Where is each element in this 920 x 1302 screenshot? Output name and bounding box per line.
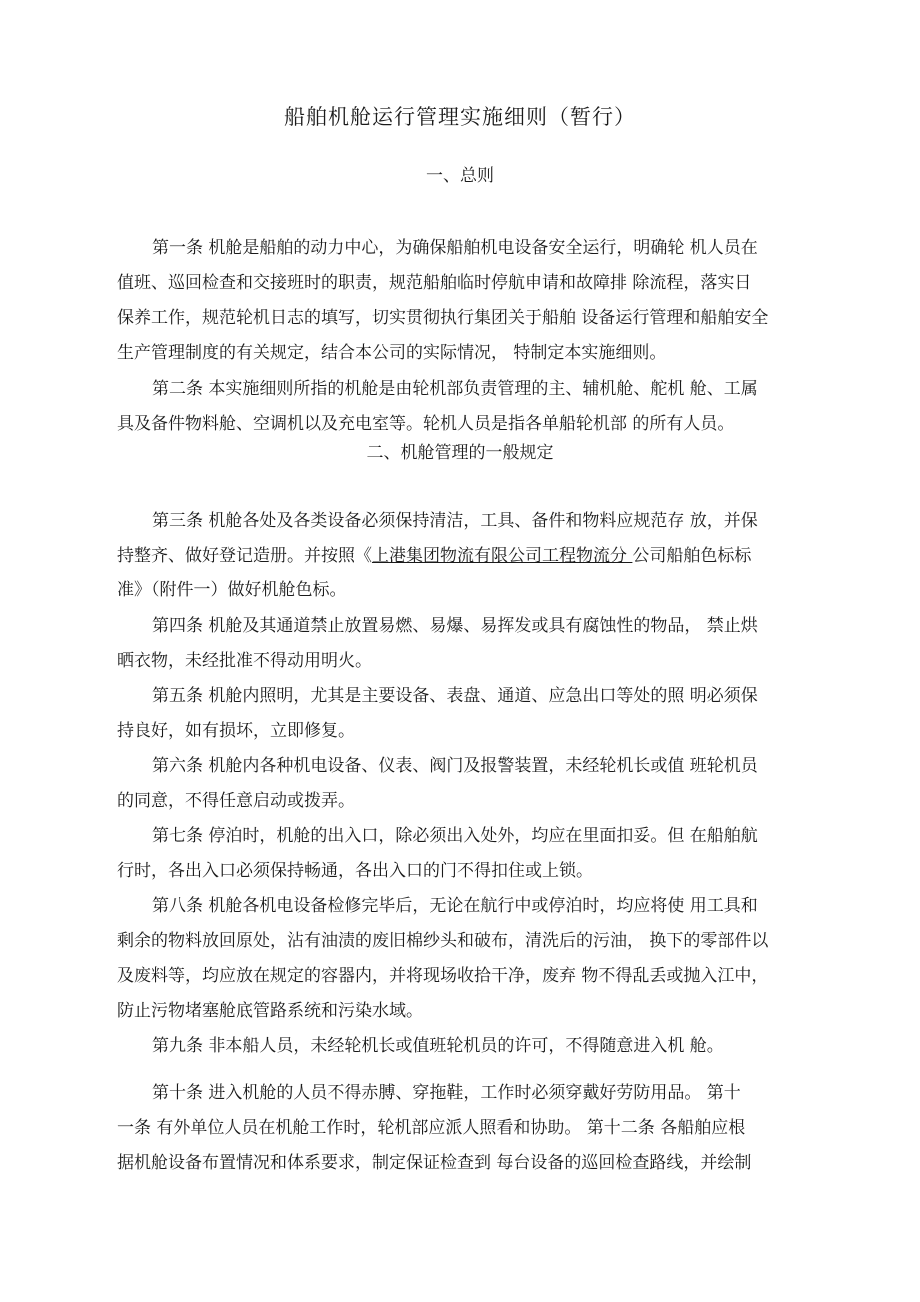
paragraph-line: 及废料等，均应放在规定的容器内，并将现场收拾干净，废弃 物不得乱丢或抛入江中，	[117, 966, 769, 986]
paragraph-line: 剩余的物料放回原处，沾有油渍的废旧棉纱头和破布，清洗后的污油， 换下的零部件以	[117, 931, 769, 951]
paragraph-line: 一条 有外单位人员在机舱工作时，轮机部应派人照看和协助。 第十二条 各船舶应根	[117, 1118, 746, 1138]
section-heading-general: 一、总则	[426, 166, 494, 186]
paragraph-line: 第四条 机舱及其通道禁止放置易燃、易爆、易挥发或具有腐蚀性的物品， 禁止烘	[152, 616, 758, 636]
paragraph-line: 第三条 机舱各处及各类设备必须保持清洁，工具、备件和物料应规范存 放，并保	[152, 511, 758, 531]
paragraph-line: 值班、巡回检查和交接班时的职责，规范船舶临时停航申请和故障排 除流程，落实日	[117, 273, 752, 293]
paragraph-line: 准》（附件一）做好机舱色标。	[117, 580, 347, 600]
paragraph-line: 第八条 机舱各机电设备检修完毕后，无论在航行中或停泊时，均应将使 用工具和	[152, 896, 758, 916]
document-title: 船舶机舱运行管理实施细则（暂行）	[284, 105, 636, 129]
paragraph-line: 第九条 非本船人员，未经轮机长或值班轮机员的许可，不得随意进入机 舱。	[152, 1036, 724, 1056]
text-run: 公司船舶色标标	[632, 546, 752, 566]
paragraph-line: 具及备件物料舱、空调机以及充电室等。轮机人员是指各单船轮机部 的所有人员。	[117, 414, 735, 434]
paragraph-line: 保养工作，规范轮机日志的填写，切实贯彻执行集团关于船舶 设备运行管理和船舶安全	[117, 308, 769, 328]
paragraph-line	[117, 544, 817, 568]
underlined-reference: 上港集团物流有限公司工程物流分	[372, 546, 633, 566]
paragraph-line: 第七条 停泊时，机舱的出入口，除必须出入处外，均应在里面扣妥。但 在船舶航	[152, 826, 758, 846]
paragraph-line: 生产管理制度的有关规定，结合本公司的实际情况， 特制定本实施细则。	[117, 343, 667, 363]
paragraph-line: 的同意，不得任意启动或拨弄。	[117, 791, 355, 811]
section-heading-general-rules: 二、机舱管理的一般规定	[366, 443, 554, 463]
paragraph-line: 持良好，如有损坏，立即修复。	[117, 721, 355, 741]
paragraph-line: 防止污物堵塞舱底管路系统和污染水域。	[117, 1001, 423, 1021]
text-run: 持整齐、做好登记造册。并按照《	[117, 546, 372, 566]
paragraph-line: 第五条 机舱内照明，尤其是主要设备、表盘、通道、应急出口等处的照 明必须保	[152, 686, 758, 706]
paragraph-line: 晒衣物，未经批准不得动用明火。	[117, 651, 372, 671]
paragraph-line: 第二条 本实施细则所指的机舱是由轮机部负责管理的主、辅机舱、舵机 舱、工属	[152, 379, 758, 399]
paragraph-line: 第一条 机舱是船舶的动力中心，为确保船舶机电设备安全运行，明确轮 机人员在	[152, 238, 758, 258]
paragraph-line: 第六条 机舱内各种机电设备、仪表、阀门及报警装置，未经轮机长或值 班轮机员	[152, 756, 758, 776]
paragraph-line: 据机舱设备布置情况和体系要求，制定保证检查到 每台设备的巡回检查路线，并绘制	[117, 1153, 752, 1173]
paragraph-line: 第十条 进入机舱的人员不得赤膊、穿拖鞋，工作时必须穿戴好劳防用品。 第十	[152, 1083, 741, 1103]
paragraph-line: 行时，各出入口必须保持畅通，各出入口的门不得扣住或上锁。	[117, 861, 593, 881]
